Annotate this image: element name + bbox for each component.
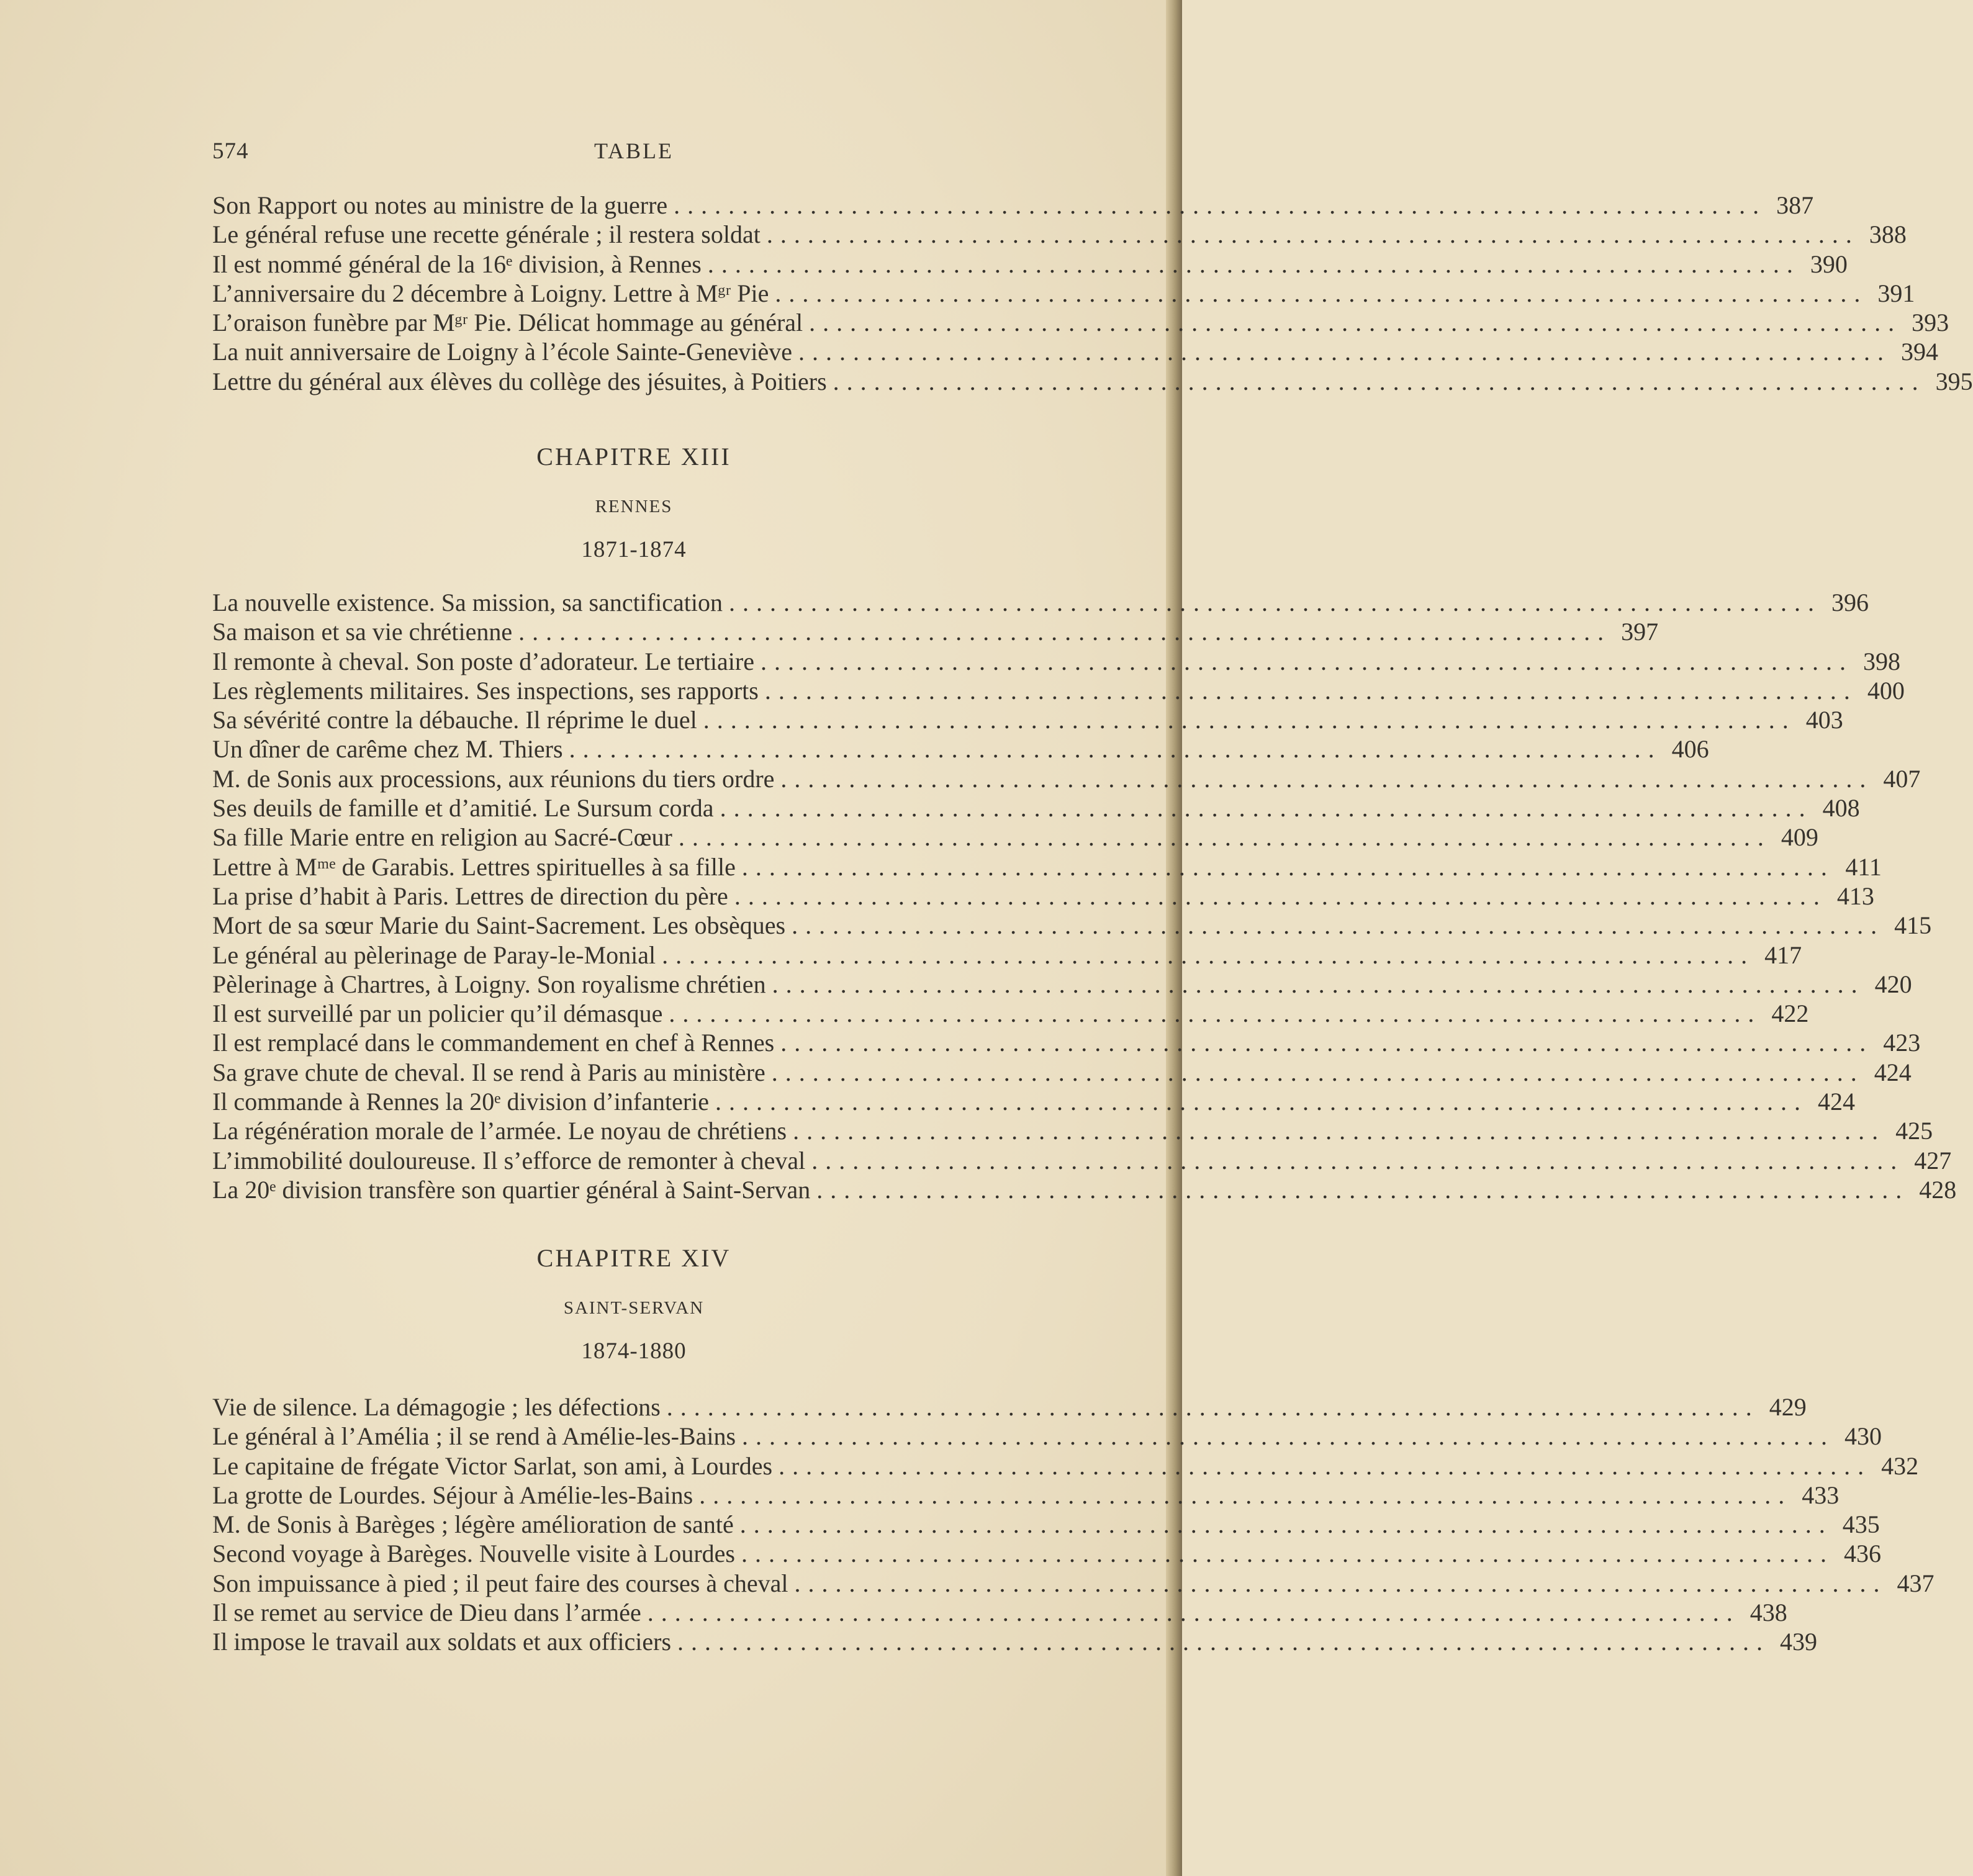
running-title: TABLE (594, 138, 674, 163)
entry-title: Lettre à Mᵐᵉ de Garabis. Lettres spirituelles à sa fille (212, 852, 736, 881)
chapter-13-heading (212, 440, 1055, 565)
entry-page: 403 (1805, 706, 1843, 734)
entry-page: 436 (1843, 1540, 1881, 1568)
dot-leader: ................................................................................ (793, 1117, 1886, 1145)
dot-leader: ................................................................................ (809, 309, 1902, 337)
dot-leader: ................................................................................ (707, 250, 1800, 278)
toc-section-intro (212, 191, 1973, 396)
entry-title: Il est remplacé dans le commandement en chef à Rennes (212, 1029, 775, 1057)
entry-page: 394 (1901, 338, 1939, 366)
dot-leader: ................................................................................ (816, 1175, 1910, 1204)
entry-page: 393 (1912, 309, 1949, 337)
entry-page: 428 (1919, 1175, 1957, 1204)
toc-entry (212, 911, 1932, 940)
entry-title: Sa grave chute de cheval. Il se rend à Paris au ministère (212, 1058, 765, 1086)
entry-page: 406 (1671, 735, 1709, 764)
toc-entry (212, 1087, 1856, 1116)
chapter-place: SAINT-SERVAN (563, 1298, 705, 1318)
entry-title: Il est surveillé par un policier qu’il démasque (212, 999, 663, 1028)
entry-page: 424 (1874, 1058, 1912, 1086)
toc-entry (212, 793, 1860, 823)
dot-leader: ................................................................................ (518, 618, 1612, 646)
toc-entry (212, 647, 1900, 676)
toc-entry (212, 337, 1939, 366)
entry-page: 409 (1781, 823, 1818, 852)
dot-leader: ................................................................................ (780, 764, 1874, 793)
toc-entry (212, 940, 1802, 970)
toc-entry (212, 705, 1843, 734)
dot-leader: ................................................................................ (720, 794, 1813, 823)
toc-chapter-14 (212, 1392, 1935, 1657)
entry-page: 407 (1883, 764, 1921, 793)
entry-title: Il remonte à cheval. Son poste d’adorateur. Le tertiaire (212, 647, 754, 675)
entry-page: 395 (1935, 367, 1973, 395)
entry-title: Vie de silence. La démagogie ; les défections (212, 1393, 661, 1421)
entry-page: 387 (1776, 191, 1814, 219)
dot-leader: ................................................................................ (678, 823, 1771, 852)
entry-title: Le général refuse une recette générale ; il restera soldat (212, 220, 761, 249)
dot-leader: ................................................................................ (764, 676, 1858, 705)
dot-leader: ................................................................................ (798, 338, 1892, 366)
entry-title: Son Rapport ou notes au ministre de la guerre (212, 191, 668, 219)
entry-title: Mort de sa sœur Marie du Saint-Sacrement. Les obsèques (212, 911, 786, 940)
dot-leader: ................................................................................ (674, 191, 1767, 219)
entry-page: 390 (1810, 250, 1848, 278)
toc-entry (212, 764, 1921, 793)
dot-leader: ................................................................................ (792, 911, 1885, 940)
entry-page: 391 (1877, 279, 1915, 307)
entry-title: La grotte de Lourdes. Séjour à Amélie-les-Bains (212, 1481, 693, 1509)
entry-page: 430 (1844, 1422, 1882, 1451)
entry-title: Son impuissance à pied ; il peut faire des courses à cheval (212, 1569, 788, 1597)
toc-entry (212, 676, 1905, 705)
entry-page: 438 (1750, 1599, 1787, 1627)
entry-title: La nuit anniversaire de Loigny à l’école Sainte-Geneviève (212, 338, 793, 366)
entry-title: Il impose le travail aux soldats et aux officiers (212, 1628, 672, 1656)
toc-entry (212, 1481, 1840, 1510)
dot-leader: ................................................................................ (734, 882, 1827, 910)
toc-entry (212, 1146, 1952, 1175)
toc-entry (212, 882, 1874, 911)
toc-entry (212, 588, 1869, 617)
toc-entry (212, 1598, 1787, 1627)
toc-entry (212, 1422, 1882, 1451)
chapter-title: CHAPITRE XIV (536, 1244, 731, 1272)
toc-entry (212, 1627, 1818, 1656)
dot-leader: ................................................................................ (760, 647, 1853, 675)
entry-title: L’immobilité douloureuse. Il s’efforce de remonter à cheval (212, 1146, 806, 1175)
toc-entry (212, 1175, 1957, 1204)
entry-page: 398 (1862, 647, 1900, 675)
dot-leader: ................................................................................ (775, 279, 1868, 307)
entry-title: Pèlerinage à Chartres, à Loigny. Son royalisme chrétien (212, 970, 766, 998)
entry-title: La nouvelle existence. Sa mission, sa sanctification (212, 589, 723, 616)
entry-title: La 20ᵉ division transfère son quartier général à Saint-Servan (212, 1175, 811, 1204)
entry-page: 397 (1621, 618, 1659, 646)
toc-entry (212, 970, 1912, 999)
entry-page: 400 (1867, 676, 1905, 705)
entry-page: 424 (1818, 1088, 1856, 1116)
toc-chapter-13 (212, 588, 1957, 1204)
toc-entry (212, 250, 1848, 279)
entry-page: 429 (1769, 1393, 1807, 1421)
entry-title: Le général à l’Amélia ; il se rend à Amélie-les-Bains (212, 1422, 736, 1451)
entry-page: 435 (1842, 1510, 1880, 1539)
dot-leader: ................................................................................ (569, 735, 1662, 764)
entry-title: Il commande à Rennes la 20ᵉ division d’infanterie (212, 1088, 710, 1116)
page-number: 574 (212, 138, 249, 164)
dot-leader: ................................................................................ (741, 852, 1835, 881)
dot-leader: ................................................................................ (662, 940, 1755, 969)
toc-entry (212, 367, 1973, 396)
entry-title: L’oraison funèbre par Mᵍʳ Pie. Délicat hommage au général (212, 309, 803, 337)
toc-entry (212, 1028, 1921, 1057)
dot-leader: ................................................................................ (729, 589, 1822, 616)
toc-entry (212, 220, 1907, 249)
chapter-14-heading (212, 1241, 1055, 1366)
toc-entry (212, 617, 1659, 646)
entry-page: 433 (1802, 1481, 1840, 1509)
toc-entry (212, 1510, 1880, 1539)
dot-leader: ................................................................................ (677, 1628, 1771, 1656)
dot-leader: ................................................................................ (699, 1481, 1792, 1509)
chapter-place: RENNES (595, 497, 673, 516)
dot-leader: ................................................................................ (811, 1146, 1905, 1175)
toc-entry (212, 1539, 1881, 1568)
toc-entry (212, 308, 1949, 337)
entry-page: 432 (1881, 1451, 1919, 1480)
dot-leader: ................................................................................ (739, 1510, 1833, 1539)
entry-title: M. de Sonis aux processions, aux réunions du tiers ordre (212, 764, 775, 793)
entry-page: 396 (1831, 589, 1869, 616)
entry-page: 439 (1780, 1628, 1818, 1656)
dot-leader: ................................................................................ (741, 1540, 1834, 1568)
dot-leader: ................................................................................ (771, 1058, 1864, 1086)
entry-title: Sa sévérité contre la débauche. Il réprime le duel (212, 706, 697, 734)
chapter-title: CHAPITRE XIII (536, 443, 731, 471)
dot-leader: ................................................................................ (647, 1599, 1740, 1627)
entry-title: Il est nommé général de la 16ᵉ division, à Rennes (212, 250, 702, 278)
entry-title: Sa fille Marie entre en religion au Sacré-Cœur (212, 823, 672, 852)
entry-page: 437 (1897, 1569, 1935, 1597)
dot-leader: ................................................................................ (715, 1088, 1808, 1116)
toc-entry (212, 1116, 1933, 1145)
entry-title: Le capitaine de frégate Victor Sarlat, son ami, à Lourdes (212, 1451, 773, 1480)
toc-entry (212, 852, 1882, 882)
entry-title: Un dîner de carême chez M. Thiers (212, 735, 563, 764)
dot-leader: ................................................................................ (742, 1422, 1835, 1451)
entry-page: 388 (1869, 220, 1907, 249)
entry-title: La prise d’habit à Paris. Lettres de direction du père (212, 882, 728, 910)
toc-entry (212, 1058, 1912, 1087)
dot-leader: ................................................................................ (833, 367, 1926, 395)
entry-page: 425 (1895, 1117, 1933, 1145)
toc-entry (212, 999, 1809, 1028)
toc-entry (212, 191, 1814, 220)
entry-title: La régénération morale de l’armée. Le noyau de chrétiens (212, 1117, 787, 1145)
entry-title: Sa maison et sa vie chrétienne (212, 618, 513, 646)
entry-title: Second voyage à Barèges. Nouvelle visite à Lourdes (212, 1540, 735, 1568)
dot-leader: ................................................................................ (669, 999, 1762, 1028)
entry-page: 408 (1822, 794, 1860, 823)
entry-page: 422 (1771, 999, 1809, 1028)
dot-leader: ................................................................................ (794, 1569, 1887, 1597)
entry-page: 415 (1894, 911, 1932, 940)
entry-title: Le général au pèlerinage de Paray-le-Monial (212, 940, 656, 969)
dot-leader: ................................................................................ (703, 706, 1796, 734)
toc-entry (212, 1569, 1935, 1598)
entry-page: 423 (1883, 1029, 1921, 1057)
chapter-years: 1874-1880 (581, 1338, 687, 1364)
dot-leader: ................................................................................ (780, 1029, 1874, 1057)
dot-leader: ................................................................................ (772, 970, 1865, 998)
entry-page: 420 (1874, 970, 1912, 998)
toc-entry (212, 734, 1709, 764)
entry-title: Lettre du général aux élèves du collège des jésuites, à Poitiers (212, 367, 827, 395)
toc-entry (212, 1392, 1807, 1422)
entry-page: 413 (1836, 882, 1874, 910)
entry-title: Il se remet au service de Dieu dans l’armée (212, 1599, 641, 1627)
entry-title: M. de Sonis à Barèges ; légère amélioration de santé (212, 1510, 734, 1539)
chapter-years: 1871-1874 (581, 537, 687, 562)
toc-entry (212, 823, 1818, 852)
dot-leader: ................................................................................ (779, 1451, 1872, 1480)
entry-title: L’anniversaire du 2 décembre à Loigny. Lettre à Mᵍʳ Pie (212, 279, 769, 307)
entry-title: Ses deuils de famille et d’amitié. Le Sursum corda (212, 794, 714, 823)
dot-leader: ................................................................................ (666, 1393, 1759, 1421)
entry-page: 417 (1764, 940, 1802, 969)
page-header (212, 138, 1055, 170)
toc-entry (212, 279, 1915, 308)
entry-page: 411 (1845, 852, 1882, 881)
toc-entry (212, 1451, 1919, 1481)
entry-title: Les règlements militaires. Ses inspections, ses rapports (212, 676, 759, 705)
entry-page: 427 (1914, 1146, 1952, 1175)
dot-leader: ................................................................................ (766, 220, 1859, 249)
